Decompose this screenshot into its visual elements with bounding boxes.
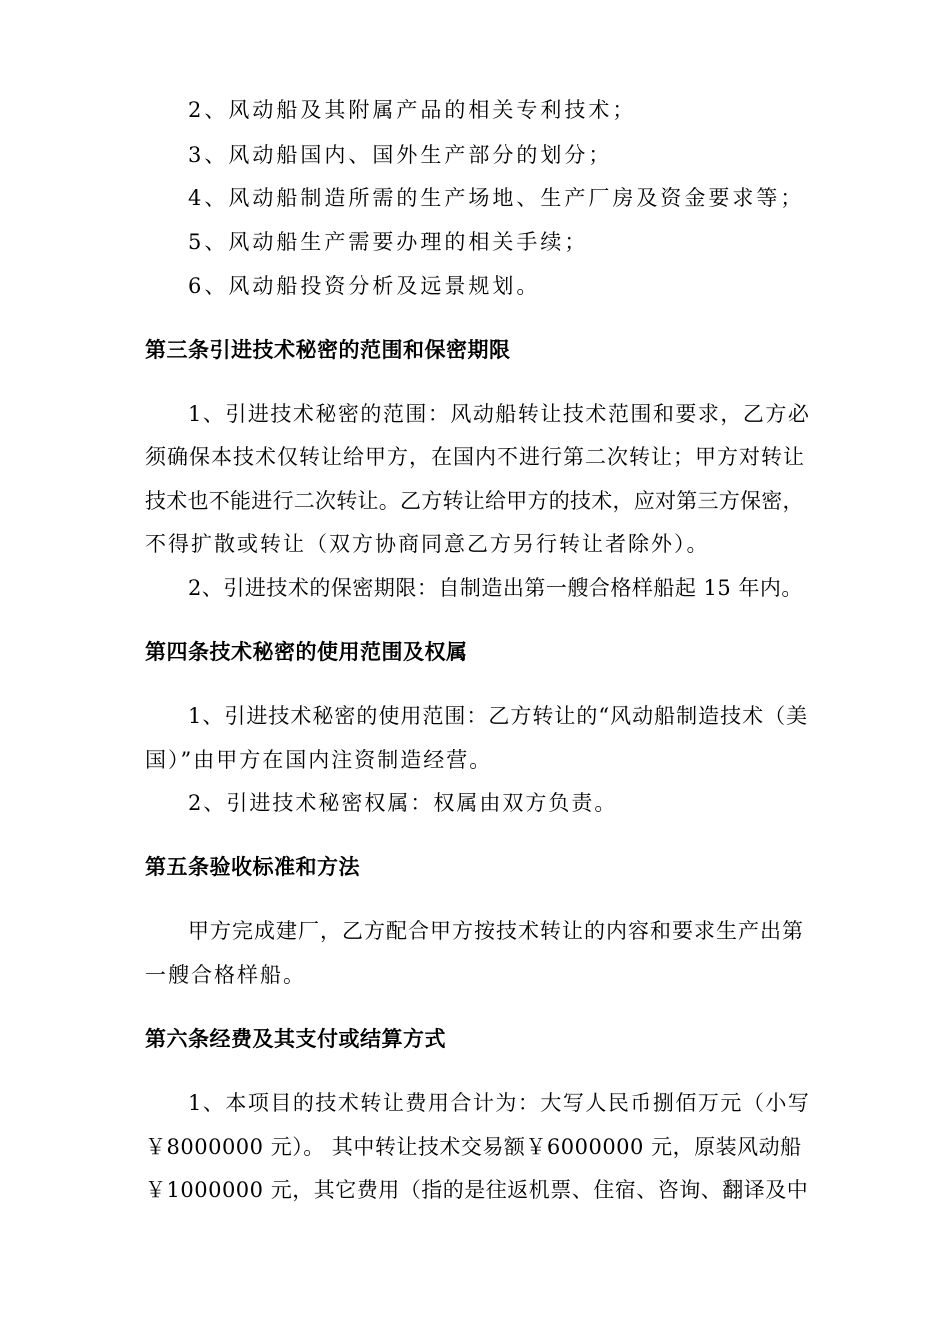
paragraph-line: 甲方完成建厂，乙方配合甲方按技术转让的内容和要求生产出第 (188, 919, 804, 943)
list-item: 6、风动船投资分析及远景规划。 (188, 274, 541, 298)
list-item: 2、风动船及其附属产品的相关专利技术； (188, 98, 637, 122)
paragraph-line: 1、引进技术秘密的使用范围：乙方转让的“风动船制造技术（美 (188, 704, 809, 728)
article-3-heading: 第三条引进技术秘密的范围和保密期限 (145, 338, 511, 362)
paragraph-line: 须确保本技术仅转让给甲方，在国内不进行第二次转让；甲方对转让 (145, 445, 805, 469)
list-item: 3、风动船国内、国外生产部分的划分； (188, 143, 613, 167)
list-item: 5、风动船生产需要办理的相关手续； (188, 230, 589, 254)
article-4-heading: 第四条技术秘密的使用范围及权属 (145, 640, 468, 664)
paragraph-line: 2、引进技术秘密权属：权属由双方负责。 (188, 791, 618, 815)
paragraph-line: ￥1000000 元，其它费用（指的是往返机票、住宿、咨询、翻译及中 (145, 1178, 809, 1202)
list-item: 4、风动船制造所需的生产场地、生产厂房及资金要求等； (188, 186, 805, 210)
paragraph-line: ￥8000000 元）。 其中转让技术交易额￥6000000 元，原装风动船 (145, 1135, 802, 1159)
paragraph-line: 1、引进技术秘密的范围：风动船转让技术范围和要求，乙方必 (188, 402, 811, 426)
paragraph-line: 1、本项目的技术转让费用合计为：大写人民币捌佰万元（小写 (188, 1091, 811, 1115)
paragraph-line: 技术也不能进行二次转让。乙方转让给甲方的技术，应对第三方保密， (145, 489, 804, 513)
article-5-heading: 第五条验收标准和方法 (145, 855, 360, 879)
paragraph-line: 不得扩散或转让（双方协商同意乙方另行转让者除外）。 (145, 532, 710, 556)
article-6-heading: 第六条经费及其支付或结算方式 (145, 1027, 446, 1051)
paragraph-line: 一艘合格样船。 (145, 963, 306, 987)
paragraph-line: 国）”由甲方在国内注资制造经营。 (145, 748, 493, 772)
paragraph-line: 2、引进技术的保密期限：自制造出第一艘合格样船起 15 年内。 (188, 576, 803, 600)
